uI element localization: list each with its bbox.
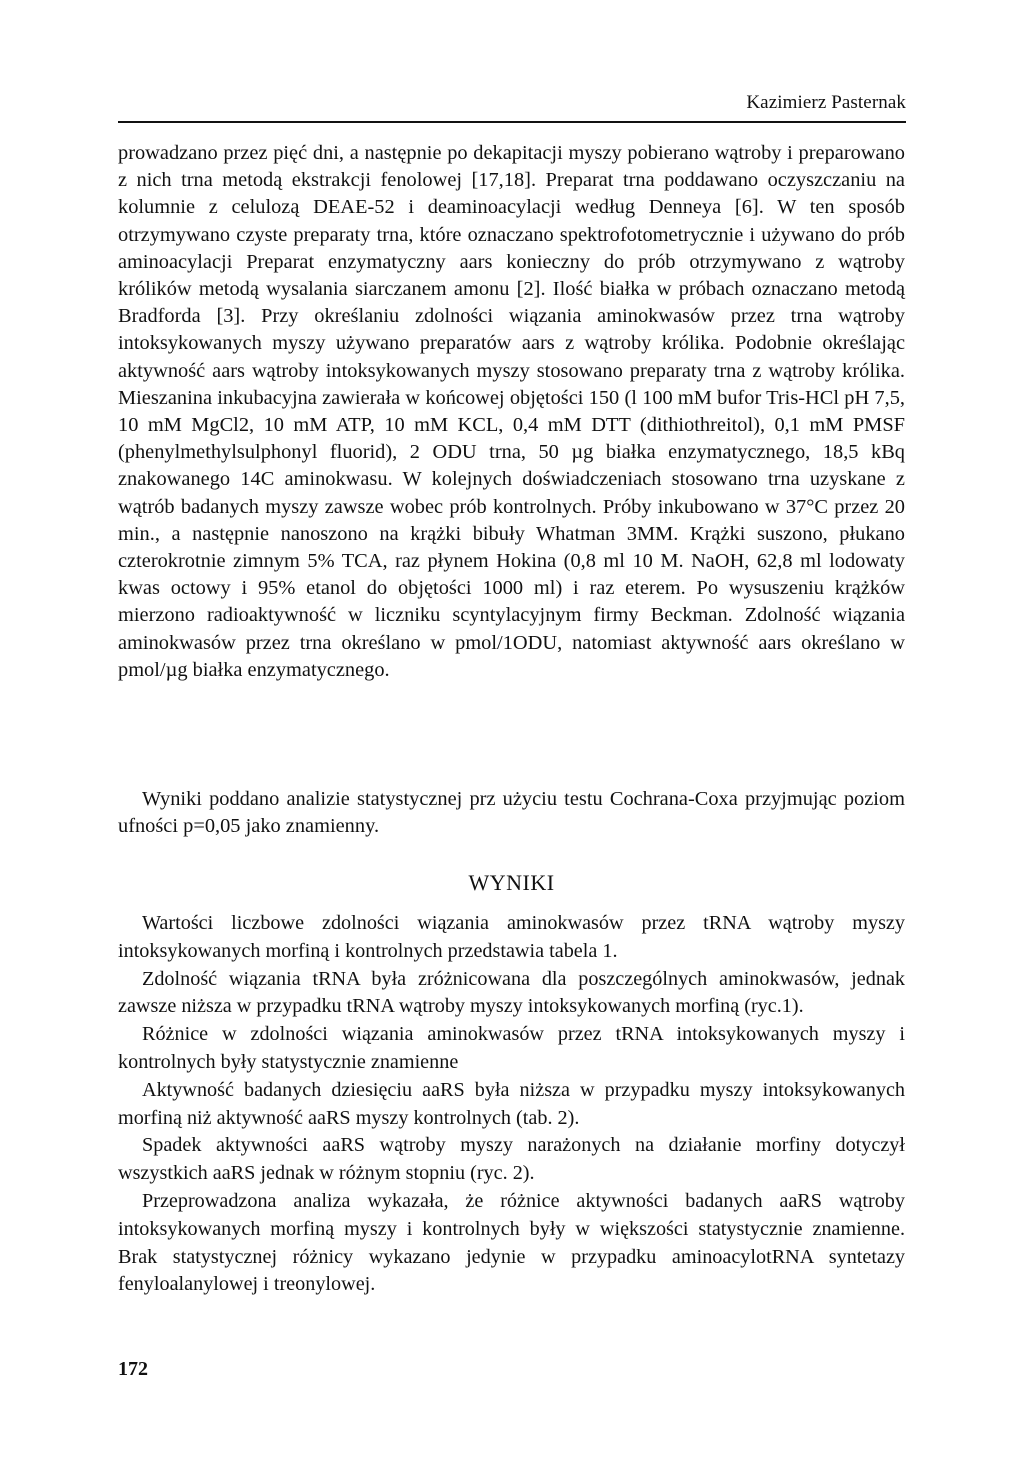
results-paragraph: Aktywność badanych dziesięciu aaRS była niższa w przypadku myszy intoksykowanych morfiną niż aktywność aaRS myszy kontrolnych (tab. 2). — [118, 1078, 905, 1129]
results-paragraph: Różnice w zdolności wiązania aminokwasów przez tRNA intoksykowanych myszy i kontrolnych były statystycznie znamienne — [118, 1023, 905, 1073]
section-heading-results: WYNIKI — [468, 870, 555, 895]
results-paragraph: Spadek aktywności aaRS wątroby myszy narażonych na działanie morfiny dotyczył wszystkich aaRS jednak w różnym stopniu (ryc. 2). — [118, 1134, 905, 1185]
methods-paragraph-1: prowadzano przez pięć dni, a następnie po dekapitacji myszy pobierano wątroby i preparowano z nich trna metodą ekstrakcji fenolowej [17,18]. Preparat trna poddawano oczyszczaniu na kolumnie z celulozą DEAE-52 i deaminoacylacji według Denneya [6]. W ten sposób otrzymywano czyste preparaty trna, które oznaczano spektrofotometrycznie i używano do prób aminoacylacji Preparat enzymatyczny aars konieczny do prób otrzymywano z wątroby królików metodą wysalania siarczanem amonu [2]. Ilość białka w próbach oznaczano metodą Bradforda [3]. Przy określaniu zdolności wiązania aminokwasów przez trna wątroby intoksykowanych myszy używano preparatów aars z wątroby królika. Podobnie określając aktywność aars wątroby intoksykowanych myszy stosowano preparaty trna z wątroby królika. Mieszanina inkubacyjna zawierała w końcowej objętości 150 (l 100 mM bufor Tris-HCl pH 7,5, 10 mM MgCl2, 10 mM ATP, 10 mM KCL, 0,4 mM DTT (dithiothreitol), 0,1 mM PMSF (phenylmethylsulphonyl fluorid), 2 ODU trna, 50 µg białka enzymatycznego, 18,5 kBq znakowanego 14C aminokwasu. W kolejnych doświadczeniach stosowano trna uzyskane z wątrób badanych myszy zawsze wobec prób kontrolnych. Próby inkubowano w 37°C przez 20 min., a następnie nanoszono na krążki bibuły Whatman 3MM. Krążki suszono, płukano czterokrotnie zimnym 5% TCA, raz płynem Hokina (0,8 ml 10 M. NaOH, 62,8 ml lodowaty kwas octowy i 95% etanol do objętości 1000 ml) i raz eterem. Po wysuszeniu krążków mierzono radioaktywność w liczniku scyntylacyjnym firmy Beckman. Zdolność wiązania aminokwasów przez trna określano w pmol/1ODU, natomiast aktywność aars określano w pmol/µg białka enzymatycznego. — [118, 142, 905, 681]
header-rule — [118, 121, 906, 123]
running-header-author: Kazimierz Pasternak — [746, 92, 906, 113]
page-number: 172 — [118, 1358, 148, 1380]
statistics-paragraph: Wyniki poddano analizie statystycznej prz użyciu testu Cochrana-Coxa przyjmując poziom ufności p=0,05 jako znamienny. — [118, 788, 905, 838]
results-section — [118, 910, 905, 1299]
results-paragraph: Wartości liczbowe zdolności wiązania aminokwasów przez tRNA wątroby myszy intoksykowanych morfiną i kontrolnych przedstawia tabela 1. — [118, 912, 905, 962]
results-paragraph: Przeprowadzona analiza wykazała, że różnice aktywności badanych aaRS wątroby intoksykowanych morfiną myszy i kontrolnych były w większości statystycznie znamienne. Brak statystycznej różnicy wykazano jedynie w przypadku aminoacylotRNA syntetazy fenyloalanylowej i treonylowej. — [118, 1189, 905, 1296]
results-paragraph: Zdolność wiązania tRNA była zróżnicowana dla poszczególnych aminokwasów, jednak zawsze niższa w przypadku tRNA wątroby myszy intoksykowanych morfiną (ryc.1). — [118, 967, 905, 1018]
methods-paragraph-2 — [118, 786, 905, 840]
